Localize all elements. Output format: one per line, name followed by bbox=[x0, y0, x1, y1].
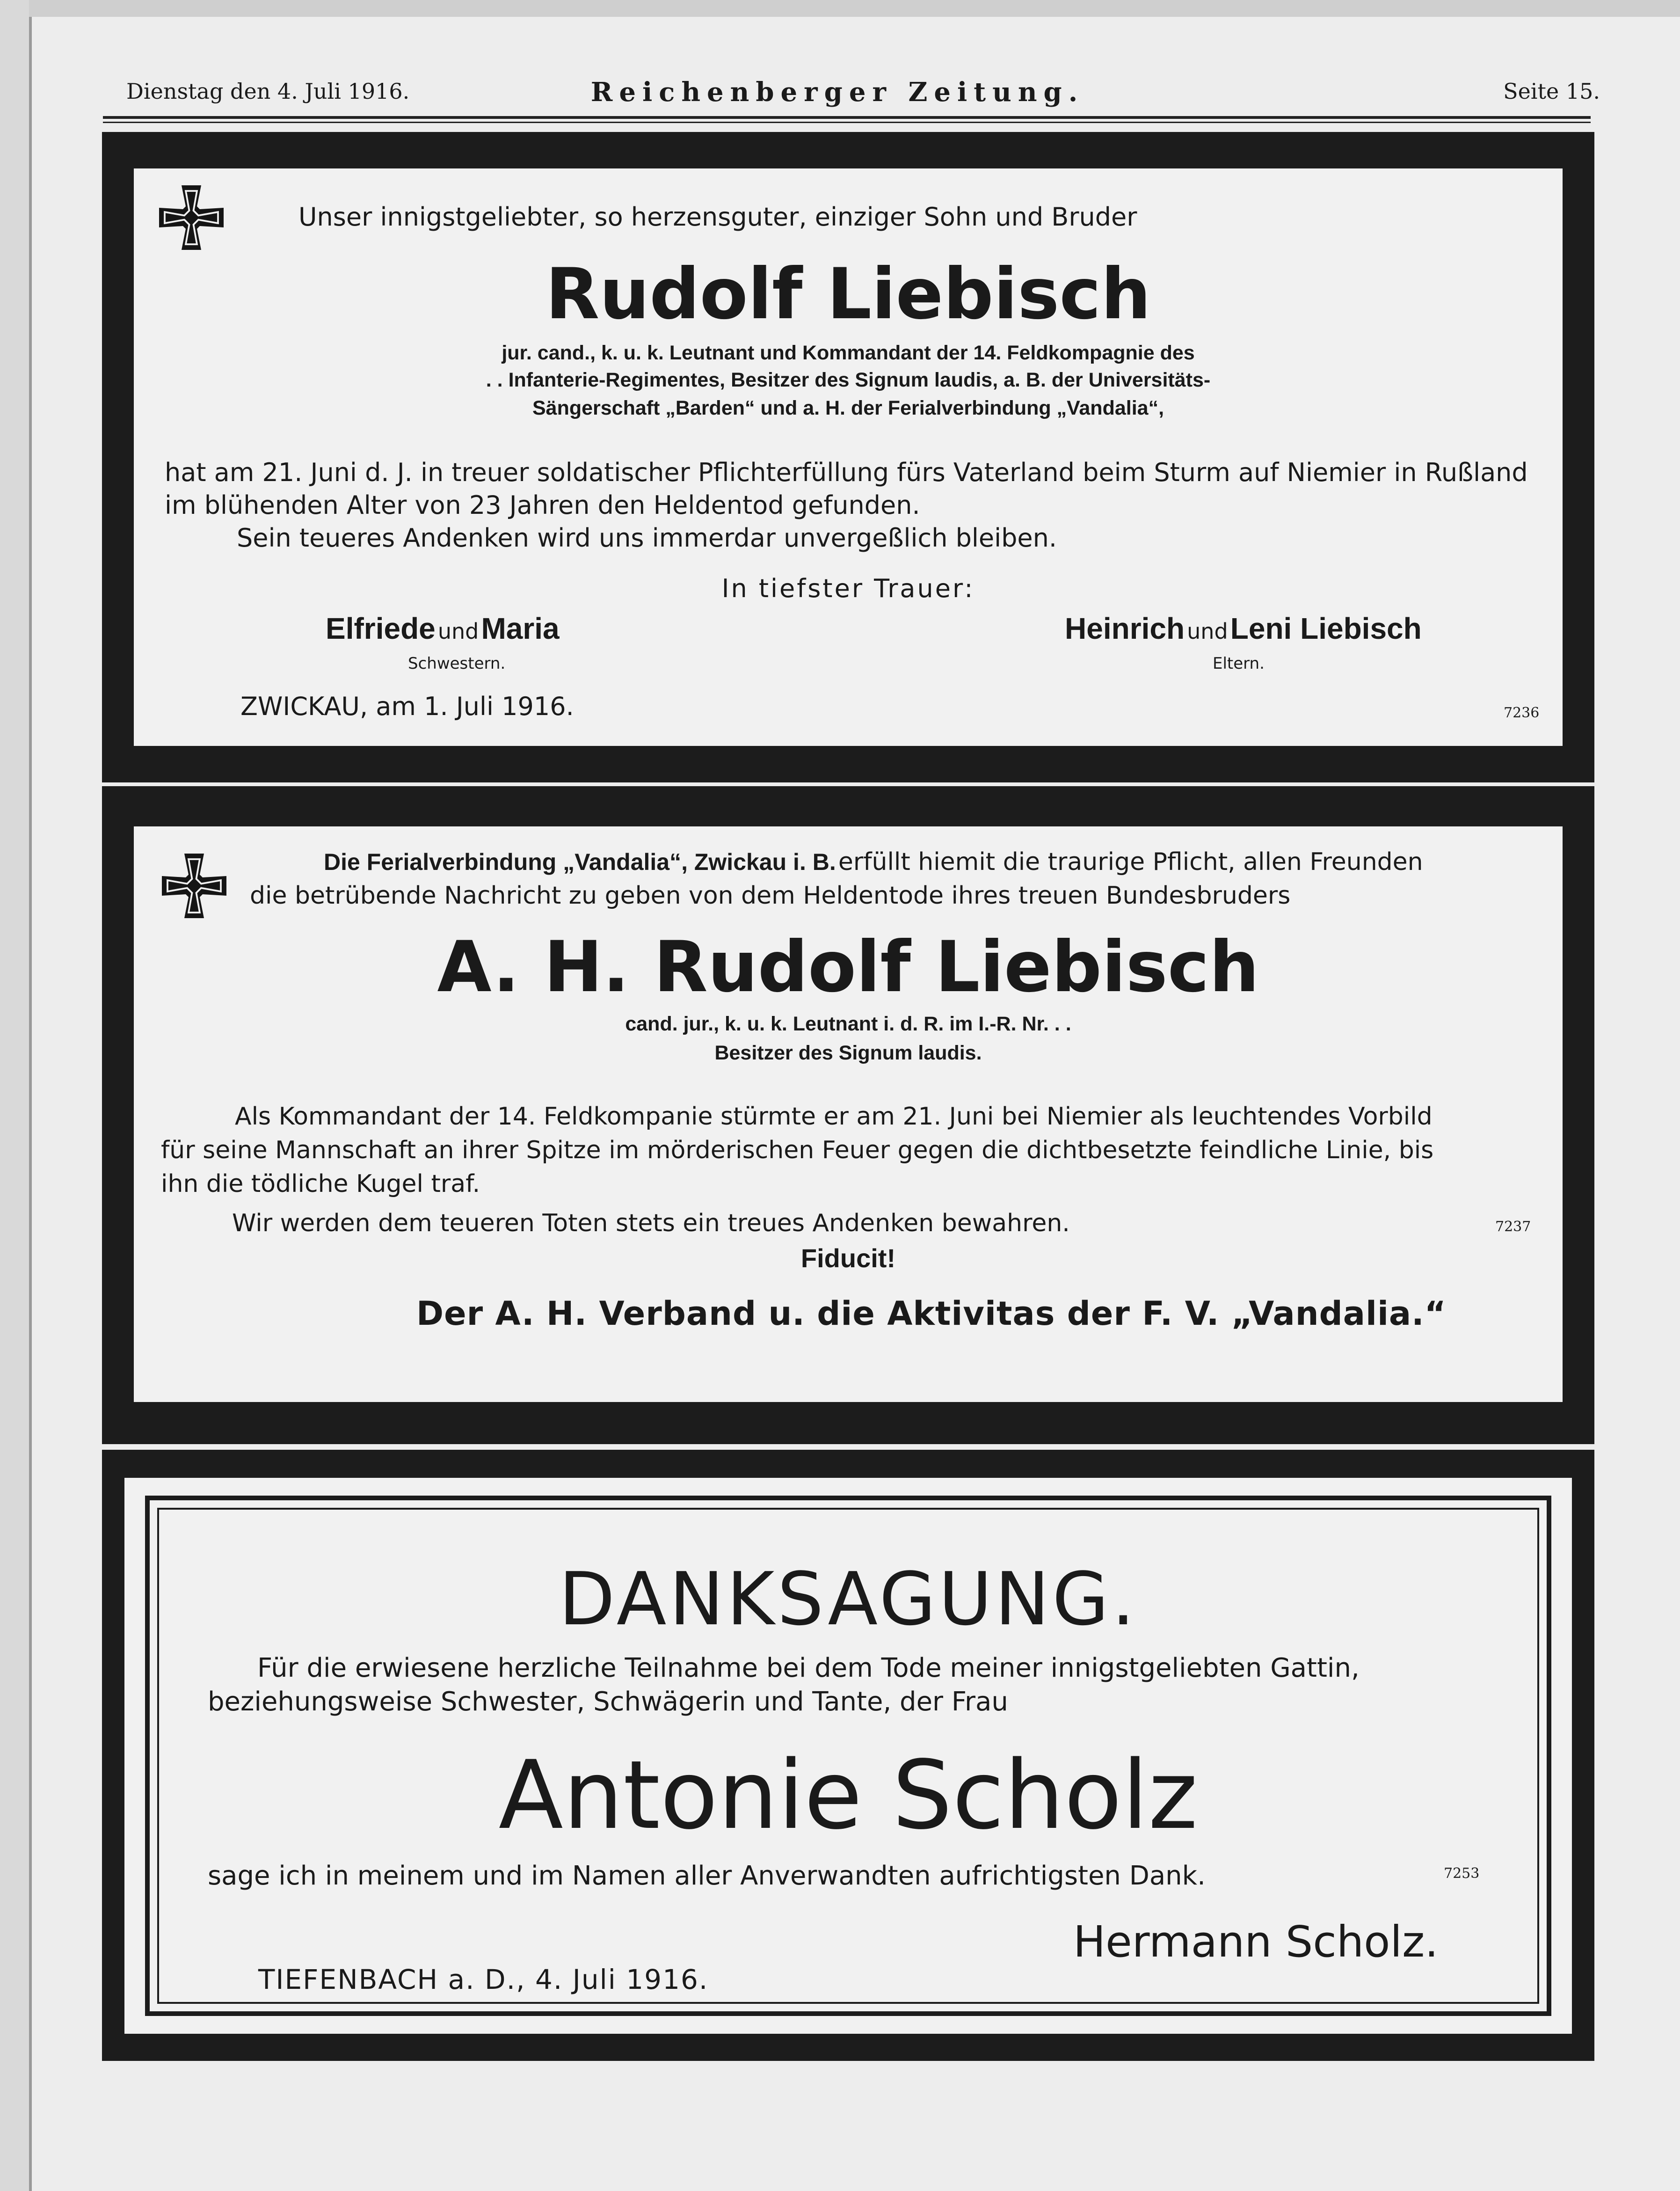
thanks-body-line-1: Für die erwiesene herzliche Teilnahme bei dem Tode meiner innigstgeliebten Gattin, bbox=[257, 1653, 1360, 1683]
header-rule-top bbox=[103, 116, 1591, 119]
ad-serial-number: 7253 bbox=[1444, 1865, 1480, 1882]
signer-sister-1: Elfriede bbox=[326, 612, 436, 645]
deceased-name-scholz: Antonie Scholz bbox=[498, 1740, 1198, 1850]
thanks-place-date: TIEFENBACH a. D., 4. Juli 1916. bbox=[258, 1964, 709, 1995]
obituary-body-line-2: im blühenden Alter von 23 Jahren den Heldentod gefunden. bbox=[165, 490, 920, 520]
page-edge-top bbox=[29, 0, 1680, 17]
fraternity-body-line-2: für seine Mannschaft an ihrer Spitze im mörderischen Feuer gegen die dichtbesetzte feindliche Linie, bis bbox=[161, 1136, 1434, 1164]
signer-sisters-role: Schwestern. bbox=[408, 654, 506, 673]
deceased-name: Rudolf Liebisch bbox=[545, 254, 1151, 335]
deceased-title-line-1: jur. cand., k. u. k. Leutnant und Kommandant der 14. Feldkompagnie des bbox=[502, 342, 1195, 364]
page-header bbox=[75, 79, 1600, 111]
mourning-line: In tiefster Trauer: bbox=[721, 574, 975, 603]
obituary-notice-liebisch-panel bbox=[134, 168, 1563, 746]
fraternity-body-line-3: ihn die tödliche Kugel traf. bbox=[161, 1170, 480, 1198]
deceased-rank: cand. jur., k. u. k. Leutnant i. d. R. im I.-R. Nr. . . bbox=[625, 1013, 1071, 1035]
obituary-place-date: ZWICKAU, am 1. Juli 1916. bbox=[240, 692, 574, 721]
signer-parents bbox=[1065, 611, 1422, 646]
page-edge-left bbox=[0, 0, 32, 2191]
thanks-notice-scholz bbox=[102, 1450, 1594, 2061]
fraternity-intro-line-2: die betrübende Nachricht zu geben von dem Heldentode ihres treuen Bundesbruders bbox=[250, 882, 1291, 910]
signer-mother-family: Leni Liebisch bbox=[1230, 612, 1422, 645]
obituary-body-line-3: Sein teueres Andenken wird uns immerdar unvergeßlich bleiben. bbox=[237, 523, 1057, 553]
obituary-notice-liebisch bbox=[102, 132, 1594, 782]
ad-serial-number: 7236 bbox=[1504, 705, 1540, 721]
signer-father: Heinrich bbox=[1065, 612, 1185, 645]
fraternity-name: Die Ferialverbindung „Vandalia“, Zwickau i. B. bbox=[324, 849, 836, 875]
obituary-body-line-1: hat am 21. Juni d. J. in treuer soldatischer Pflichterfüllung fürs Vaterland beim Sturm auf Niemier in Rußland bbox=[165, 458, 1528, 487]
fraternity-body-line-4: Wir werden dem teueren Toten stets ein treues Andenken bewahren. bbox=[232, 1209, 1070, 1237]
fraternity-intro-line-1 bbox=[324, 848, 1423, 876]
header-rule-bottom bbox=[103, 122, 1591, 123]
header-date: Dienstag den 4. Juli 1916. bbox=[126, 79, 410, 104]
deceased-title-line-3: Sängerschaft „Barden“ und a. H. der Ferialverbindung „Vandalia“, bbox=[532, 397, 1164, 419]
thanks-heading: DANKSAGUNG. bbox=[559, 1556, 1138, 1642]
header-newspaper-title: Reichenberger Zeitung. bbox=[590, 77, 1084, 108]
deceased-title-line-2: . . Infanterie-Regimentes, Besitzer des Signum laudis, a. B. der Universitäts- bbox=[486, 369, 1211, 391]
fraternity-body-line-1: Als Kommandant der 14. Feldkompanie stürmte er am 21. Juni bei Niemier als leuchtendes Vorbild bbox=[235, 1103, 1433, 1131]
signer-sisters bbox=[326, 611, 560, 646]
ad-serial-number: 7237 bbox=[1495, 1219, 1531, 1235]
thanks-body-line-3: sage ich in meinem und im Namen aller Anverwandten aufrichtigsten Dank. bbox=[208, 1861, 1206, 1891]
signer-parents-role: Eltern. bbox=[1213, 654, 1265, 673]
signer-and-right: und bbox=[1187, 619, 1228, 644]
thanks-body-line-2: beziehungsweise Schwester, Schwägerin und Tante, der Frau bbox=[208, 1687, 1008, 1717]
signer-and-left: und bbox=[437, 619, 479, 644]
fraternity-notice-panel bbox=[134, 826, 1563, 1402]
fraternity-signature: Der A. H. Verband u. die Aktivitas der F. V. „Vandalia.“ bbox=[416, 1294, 1447, 1333]
thanks-notice-panel bbox=[124, 1478, 1572, 2034]
fiducit-line: Fiducit! bbox=[800, 1243, 896, 1273]
signer-sister-2: Maria bbox=[481, 612, 560, 645]
deceased-name-fraternity: A. H. Rudolf Liebisch bbox=[437, 927, 1259, 1008]
deceased-decoration: Besitzer des Signum laudis. bbox=[714, 1042, 982, 1064]
fraternity-notice-vandalia bbox=[102, 786, 1594, 1444]
obituary-intro: Unser innigstgeliebter, so herzensguter, einziger Sohn und Bruder bbox=[298, 202, 1137, 232]
iron-cross-icon bbox=[159, 851, 229, 921]
thanks-signer: Hermann Scholz. bbox=[1073, 1917, 1439, 1967]
iron-cross-icon bbox=[156, 183, 226, 253]
header-page-number: Seite 15. bbox=[1503, 79, 1600, 104]
fraternity-intro-rest: erfüllt hiemit die traurige Pflicht, allen Freunden bbox=[838, 848, 1423, 876]
